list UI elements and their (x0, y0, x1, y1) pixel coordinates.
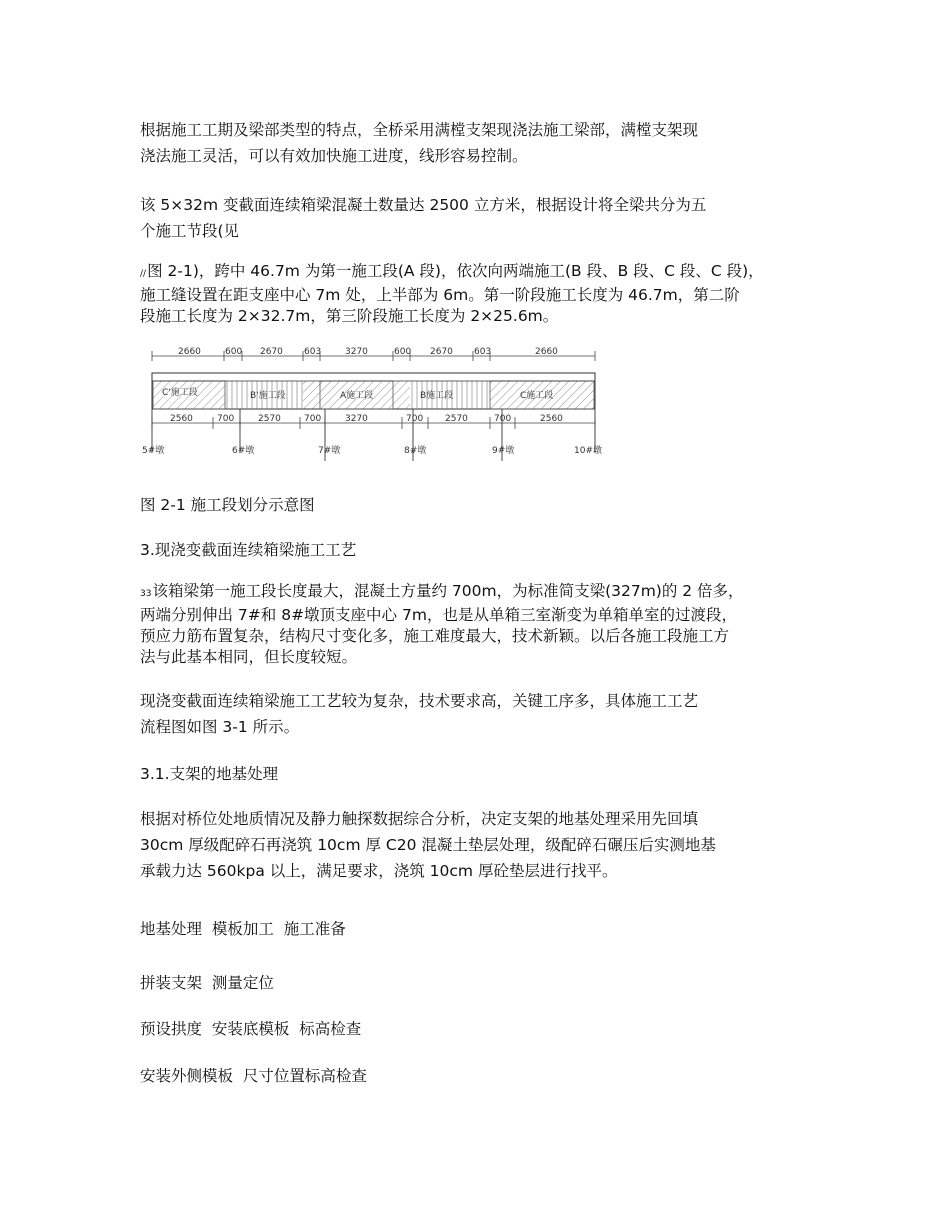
paragraph-segment-division: 该 5×32m 变截面连续箱梁混凝土数量达 2500 立方米，根据设计将全梁共分为五 个施工节段(见 (140, 196, 707, 240)
pier-7: 7#墩 (318, 446, 341, 456)
segment-label-c-prime: C'施工段 (162, 388, 198, 398)
bottom-dim-3: 2570 (258, 414, 281, 424)
segment-label-b: B施工段 (420, 391, 454, 401)
top-dim-8: 603 (474, 347, 492, 357)
pier-5: 5#墩 (142, 446, 165, 456)
bottom-dim-1: 2560 (170, 414, 193, 424)
construction-segment-diagram (140, 343, 610, 465)
top-dim-2: 600 (225, 347, 243, 357)
bottom-dim-2: 700 (217, 414, 235, 424)
bottom-dim-4: 700 (304, 414, 322, 424)
footnote-marker: 33 (140, 589, 152, 599)
top-dimension-labels (178, 347, 558, 357)
pier-9: 9#墩 (492, 446, 515, 456)
bottom-dim-6: 700 (406, 414, 424, 424)
pier-labels (142, 444, 602, 456)
bottom-dim-7: 2570 (445, 414, 468, 424)
bottom-dim-8: 700 (494, 414, 512, 424)
segment-diagram-svg (140, 343, 610, 465)
joint-1 (225, 381, 243, 409)
pier-6: 6#墩 (232, 446, 255, 456)
segment-label-b-prime: B'施工段 (250, 391, 286, 401)
footnote-marker: // (140, 269, 147, 279)
pier-10: 10#墩 (574, 446, 602, 456)
top-dim-7: 2670 (430, 347, 453, 357)
section-heading-3: 3.现浇变截面连续箱梁施工工艺 (140, 541, 357, 559)
top-dim-4: 603 (304, 347, 322, 357)
figure-caption: 图 2-1 施工段划分示意图 (140, 496, 315, 514)
flow-row-2: 拼装支架 测量定位 (140, 974, 274, 992)
joint-4 (473, 381, 490, 409)
top-dim-1: 2660 (178, 347, 201, 357)
bottom-dim-5: 3270 (345, 414, 368, 424)
paragraph-construction-method: 根据施工工期及梁部类型的特点，全桥采用满樘支架现浇法施工梁部，满樘支架现 浇法施工灵活，可以有效加快施工进度，线形容易控制。 (140, 121, 699, 165)
segment-label-c: C施工段 (520, 391, 554, 401)
joint-3 (393, 381, 410, 409)
joint-2 (303, 381, 320, 409)
section-heading-3-1: 3.1.支架的地基处理 (140, 765, 279, 783)
paragraph-foundation-treatment: 根据对桥位处地质情况及静力触探数据综合分析，决定支架的地基处理采用先回填 30cm 厚级配碎石再浇筑 10cm 厚 C20 混凝土垫层处理，级配碎石碾压后实测地基 承载力达 560kpa 以上，满足要求，浇筑 10cm 厚砼垫层进行找平。 (140, 810, 716, 880)
top-dim-3: 2670 (260, 347, 283, 357)
top-dim-6: 600 (394, 347, 412, 357)
bottom-dim-9: 2560 (540, 414, 563, 424)
bottom-dimension-labels (170, 414, 563, 424)
top-dim-5: 3270 (345, 347, 368, 357)
paragraph-process-overview: 现浇变截面连续箱梁施工工艺较为复杂，技术要求高，关键工序多，具体施工工艺 流程图如图 3-1 所示。 (140, 692, 699, 736)
flow-row-1: 地基处理 模板加工 施工准备 (140, 920, 346, 938)
pier-8: 8#墩 (404, 446, 427, 456)
segment-label-a: A施工段 (340, 391, 374, 401)
flow-row-4: 安装外侧模板 尺寸位置标高检查 (140, 1067, 367, 1085)
paragraph-first-segment: 33该箱梁第一施工段长度最大，混凝土方量约 700m，为标准简支梁(327m)的 2 倍多， 两端分别伸出 7#和 8#墩顶支座中心 7m，也是从单箱三室渐变为单箱单室的过渡段， 预应力筋布置复杂，结构尺寸变化多，施工难度最大，技术新颖。以后各施工段施工方 法与此基本相同，但长度较短。 (140, 582, 744, 666)
flow-row-3: 预设拱度 安装底模板 标高检查 (140, 1020, 362, 1038)
paragraph-segment-lengths: //图 2-1)，跨中 46.7m 为第一施工段(A 段)，依次向两端施工(B 段、B 段、C 段、C 段)， 施工缝设置在距支座中心 7m 处，上半部为 6m。第一阶段施工长度为 46.7m，第二阶 段施工长度为 2×32.7m，第三阶段施工长度为 2×25.6m。 (140, 262, 764, 325)
top-dim-9: 2660 (535, 347, 558, 357)
